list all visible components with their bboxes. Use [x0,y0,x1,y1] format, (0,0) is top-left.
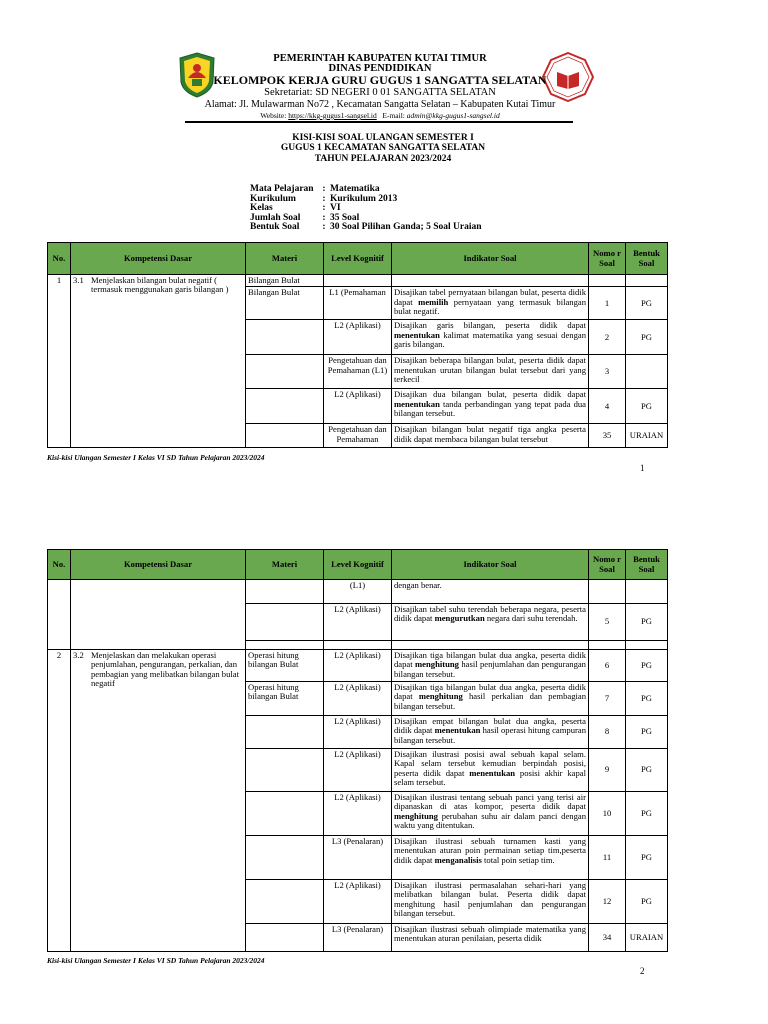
footer-note: Kisi-kisi Ulangan Semester I Kelas VI SD Tahun Pelajaran 2023/2024 [47,956,265,965]
header-level-kognitif: Level Kognitif [324,243,392,275]
level-cell: (L1) [324,580,392,604]
indikator-text-end: hasil perkalian dan pembagian bilangan tersebut. [394,691,586,711]
indikator-cell [392,880,589,924]
indikator-keyword: memilih [418,296,449,307]
info-colon: : [322,212,326,223]
level-cell: L1 (Pemahaman [324,287,392,320]
table-row [48,650,668,682]
materi-cell [246,749,324,792]
indikator-cell [392,287,589,320]
info-row [250,223,482,233]
bentuk-soal-cell: PG [626,650,668,682]
info-value: 35 Soal [330,212,360,223]
materi-cell [246,389,324,424]
level-cell: L3 (Penalaran) [324,836,392,880]
materi-cell: Operasi hitung bilangan Bulat [246,682,324,716]
header-bentuk-soal: Bentuk Soal [626,550,668,580]
indikator-keyword: menghitung [418,691,463,702]
nomor-soal-cell: 10 [589,792,626,836]
header-no: No. [48,550,71,580]
info-key: Mata Pelajaran [250,184,314,194]
kisi-table-page-1 [47,242,668,448]
nomor-soal-cell: 12 [589,880,626,924]
header-indikator-soal: Indikator Soal [392,550,589,580]
no-cell-continued [48,580,71,650]
indikator-keyword: menentukan [434,725,481,736]
level-cell: L2 (Aplikasi) [324,749,392,792]
indikator-text-end: total poin setiap tim. [481,854,555,865]
website-label: Website: [260,111,287,120]
letterhead-organization: KELOMPOK KERJA GURU GUGUS 1 SANGATTA SELATAN [213,73,547,87]
level-cell: L2 (Aplikasi) [324,389,392,424]
indikator-text: Disajikan beberapa bilangan bulat, peserta didik dapat menentukan urutan bilangan bulat tersebut dari yang terkecil [394,355,586,385]
indikator-text: Disajikan ilustrasi sebuah turnamen kasti yang menentukan aturan poin permainan setiap tim,peserta didik dapat [394,836,586,865]
table-header-row [48,550,668,580]
bentuk-soal-cell: PG [626,389,668,424]
info-key: Bentuk Soal [250,222,300,233]
kd-number: 3.2 [73,650,84,660]
materi-cell [246,320,324,355]
bentuk-soal-cell: PG [626,749,668,792]
level-cell [324,641,392,650]
letterhead-government: PEMERINTAH KABUPATEN KUTAI TIMUR [273,53,487,64]
materi-cell: Bilangan Bulat [246,275,324,287]
header-level-kognitif: Level Kognitif [324,550,392,580]
indikator-keyword: mengurutkan [434,613,485,624]
materi-cell [246,604,324,641]
bentuk-soal-cell: PG [626,792,668,836]
no-cell: 1 [48,275,71,448]
bentuk-soal-cell: URAIAN [626,424,668,448]
header-nomor-soal: Nomo r Soal [589,550,626,580]
document-page-2 [0,512,768,1024]
bentuk-soal-cell [626,275,668,287]
indikator-cell [392,836,589,880]
materi-cell: Bilangan Bulat [246,287,324,320]
indikator-cell [392,641,589,650]
document-title: KISI-KISI SOAL ULANGAN SEMESTER I [292,133,474,143]
bentuk-soal-cell [626,355,668,389]
indikator-text-end: hasil penjumlahan dan pengurangan bilangan tersebut. [394,659,586,679]
level-cell: L2 (Aplikasi) [324,716,392,749]
info-value: Kurikulum 2013 [330,193,398,204]
indikator-cell [392,424,589,448]
materi-cell [246,880,324,924]
indikator-text-end: negara dari suhu terendah. [484,613,578,624]
nomor-soal-cell: 7 [589,682,626,716]
materi-cell [246,836,324,880]
info-key: Jumlah Soal [250,212,301,223]
indikator-text: Disajikan ilustrasi permasalahan sehari-hari yang melibatkan bilangan bulat. Peserta didik dapat menghitung hasil penjumlahan dan pengurangan bilangan tersebut. [394,880,586,919]
indikator-text: Disajikan bilangan bulat negatif tiga angka peserta didik dapat membaca bilangan bulat tersebut [394,424,586,444]
level-cell: L2 (Aplikasi) [324,880,392,924]
indikator-keyword: menghitung [415,659,459,670]
bentuk-soal-cell: PG [626,287,668,320]
indikator-text-end: kalimat matematika yang sesuai dengan garis bilangan. [394,329,586,350]
letterhead-divider [185,121,573,123]
materi-cell [246,641,324,650]
bentuk-soal-cell: URAIAN [626,924,668,952]
email-address: admin@kkg-gugus1-sangsel.id [406,111,500,120]
bentuk-soal-cell: PG [626,880,668,924]
kd-number: 3.1 [73,275,84,285]
nomor-soal-cell: 11 [589,836,626,880]
nomor-soal-cell: 2 [589,320,626,355]
no-cell: 2 [48,650,71,952]
nomor-soal-cell: 3 [589,355,626,389]
indikator-keyword: menentukan [394,398,440,409]
materi-cell [246,580,324,604]
header-no: No. [48,243,71,275]
indikator-text: Disajikan ilustrasi posisi awal sebuah kapal selam. Kapal selam tersebut kemudian berpindah posisi, peserta didik dapat [394,749,586,778]
indikator-cell [392,924,589,952]
indikator-text: Disajikan empat bilangan bulat dua angka, peserta didik dapat [394,716,586,736]
indikator-text: Disajikan tabel pernyataan bilangan bulat, peserta didik dapat [394,287,586,307]
level-cell: L3 (Penalaran) [324,924,392,952]
indikator-keyword: menganalisis [434,854,482,865]
page-number: 2 [640,966,645,976]
subject-info [250,185,482,233]
nomor-soal-cell: 5 [589,604,626,641]
indikator-cell [392,604,589,641]
indikator-text: Disajikan ilustrasi sebuah olimpiade matematika yang menentukan aturan penilaian, peserta didik [394,924,586,944]
nomor-soal-cell: 1 [589,287,626,320]
kd-text: Menjelaskan dan melakukan operasi penjumlahan, pengurangan, perkalian, dan pembagian yang melibatkan bilangan bulat negatif [91,650,239,689]
materi-cell [246,716,324,749]
level-cell: L2 (Aplikasi) [324,792,392,836]
table-row [48,275,668,287]
letterhead-department: DINAS PENDIDIKAN [328,63,432,74]
kompetensi-dasar-cell-continued [71,580,246,650]
info-colon: : [322,184,326,194]
document-year: TAHUN PELAJARAN 2023/2024 [314,154,452,164]
letterhead-secretariat: Sekretariat: SD NEGERI 0 01 SANGATTA SELATAN [264,87,496,98]
kd-wrapper [73,276,243,295]
bentuk-soal-cell [626,641,668,650]
page-number: 1 [640,463,645,473]
indikator-cell [392,682,589,716]
header-bentuk-soal: Bentuk Soal [626,243,668,275]
level-cell [324,275,392,287]
info-colon: : [322,203,326,214]
kisi-table-page-2 [47,549,668,952]
indikator-text-end: tanda perbandingan yang tepat pada dua bilangan tersebut. [394,398,586,419]
footer-note: Kisi-kisi Ulangan Semester I Kelas VI SD Tahun Pelajaran 2023/2024 [47,453,265,462]
indikator-text: Disajikan ilustrasi tentang sebuah panci yang terisi air dipanaskan di atas kompor, peserta didik dapat [394,792,586,812]
indikator-cell [392,716,589,749]
indikator-keyword: menentukan [469,767,516,778]
kd-text: Menjelaskan bilangan bulat negatif ( termasuk menggunakan garis bilangan ) [91,275,229,295]
materi-cell [246,355,324,389]
level-cell: Pengetahuan dan Pemahaman [324,424,392,448]
materi-cell [246,924,324,952]
indikator-text: Disajikan garis bilangan, peserta didik dapat [394,320,586,331]
materi-cell [246,792,324,836]
indikator-text: Disajikan dua bilangan bulat, peserta didik dapat [394,389,586,400]
info-key: Kelas [250,203,273,214]
nomor-soal-cell: 6 [589,650,626,682]
indikator-cell [392,320,589,355]
letterhead-address: Alamat: Jl. Mulawarman No72 , Kecamatan Sangatta Selatan – Kabupaten Kutai Timur [204,99,556,110]
table-row [48,580,668,604]
header-materi: Materi [246,243,324,275]
info-key: Kurikulum [250,193,296,204]
header-kompetensi-dasar: Kompetensi Dasar [71,550,246,580]
level-cell: Pengetahuan dan Pemahaman (L1) [324,355,392,389]
indikator-text-end: perubahan suhu air dalam panci dengan waktu yang ditentukan. [394,810,586,831]
nomor-soal-cell: 34 [589,924,626,952]
bentuk-soal-cell [626,580,668,604]
indikator-text: dengan benar. [394,580,442,590]
indikator-text-end: hasil operasi hitung campuran bilangan tersebut. [394,725,586,745]
level-cell: L2 (Aplikasi) [324,320,392,355]
indikator-cell [392,355,589,389]
materi-cell [246,424,324,448]
level-cell: L2 (Aplikasi) [324,682,392,716]
indikator-cell [392,792,589,836]
info-colon: : [322,193,326,204]
website-link[interactable]: https://kkg-gugus1-sangsel.id [288,111,377,120]
header-materi: Materi [246,550,324,580]
materi-cell: Operasi hitung bilangan Bulat [246,650,324,682]
header-indikator-soal: Indikator Soal [392,243,589,275]
bentuk-soal-cell: PG [626,716,668,749]
header-nomor-soal: Nomo r Soal [589,243,626,275]
nomor-soal-cell: 8 [589,716,626,749]
bentuk-soal-cell: PG [626,320,668,355]
bentuk-soal-cell: PG [626,682,668,716]
nomor-soal-cell [589,641,626,650]
kompetensi-dasar-cell [71,275,246,448]
letterhead-contact [200,111,560,120]
kompetensi-dasar-cell [71,650,246,952]
nomor-soal-cell [589,275,626,287]
indikator-text: Disajikan tabel suhu terendah beberapa negara, peserta didik dapat [394,604,586,624]
indikator-keyword: menghitung [394,810,438,821]
indikator-cell [392,275,589,287]
indikator-text-end: pernyataan yang termasuk bilangan bulat negatif. [394,296,586,317]
info-value: Matematika [330,184,380,194]
bentuk-soal-cell: PG [626,836,668,880]
indikator-cell [392,389,589,424]
level-cell: L2 (Aplikasi) [324,604,392,641]
level-cell: L2 (Aplikasi) [324,650,392,682]
nomor-soal-cell [589,580,626,604]
indikator-cell [392,650,589,682]
indikator-cell [392,749,589,792]
document-subtitle: GUGUS 1 KECAMATAN SANGATTA SELATAN [280,143,486,153]
info-colon: : [322,222,326,233]
info-value: 30 Soal Pilihan Ganda; 5 Soal Uraian [330,222,482,233]
nomor-soal-cell: 35 [589,424,626,448]
bentuk-soal-cell: PG [626,604,668,641]
nomor-soal-cell: 9 [589,749,626,792]
indikator-text: Disajikan tiga bilangan bulat dua angka, peserta didik dapat [394,650,586,670]
kd-wrapper [73,651,243,689]
header-kompetensi-dasar: Kompetensi Dasar [71,243,246,275]
info-value: VI [330,203,341,214]
info-row [250,195,482,205]
nomor-soal-cell: 4 [589,389,626,424]
table-header-row [48,243,668,275]
indikator-text: Disajikan tiga bilangan bulat dua angka, peserta didik dapat [394,682,586,702]
indikator-text-end: posisi akhir kapal selam tersebut. [394,767,586,788]
indikator-keyword: menentukan [394,329,440,340]
email-label: E-mail: [382,111,405,120]
indikator-cell [392,580,589,604]
